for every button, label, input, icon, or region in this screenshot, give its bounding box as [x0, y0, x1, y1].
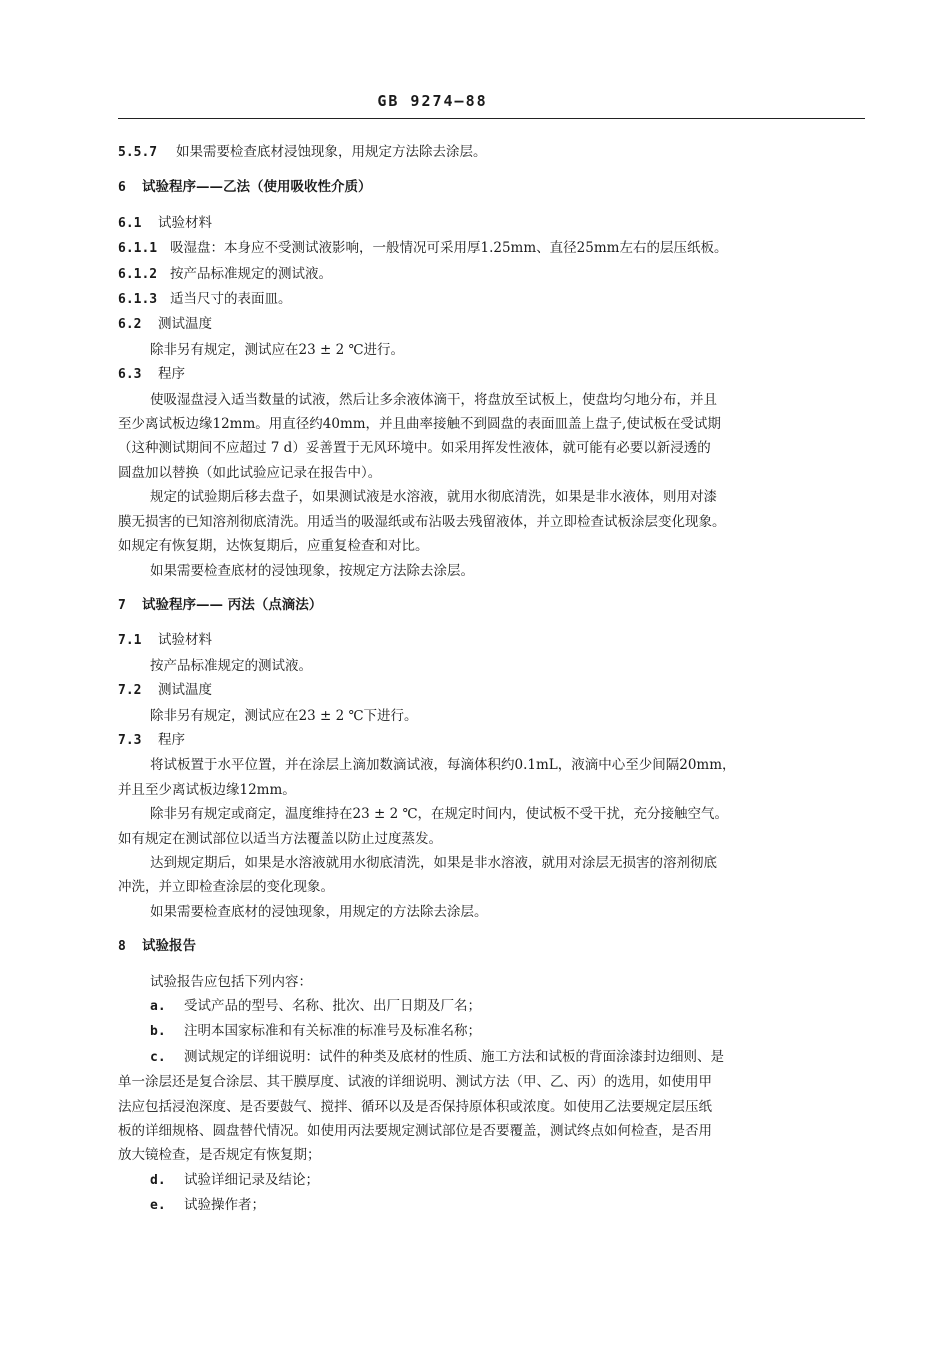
clause-6-1 [118, 211, 852, 236]
clause-number: 7.3 [118, 732, 142, 748]
paragraph-line: 达到规定期后，如果是水溶液就用水彻底清洗，如果是非水溶液，就用对涂层无损害的溶剂彻底 [150, 854, 717, 871]
item-label: c. [150, 1049, 166, 1065]
section-title: 试验程序——乙法（使用吸收性介质） [142, 179, 372, 196]
clause-number: 7.2 [118, 683, 142, 699]
clause-text: 测试温度 [158, 682, 212, 699]
paragraph-line: 如有规定在测试部位以适当方法覆盖以防止过度蒸发。 [118, 830, 442, 847]
paragraph-line: 圆盘加以替换（如此试验应记录在报告中）。 [118, 464, 382, 481]
section-6-heading [118, 175, 852, 200]
clause-7-3 [118, 728, 852, 753]
paragraph-line: 除非另有规定或商定，温度维持在23 ± 2 ℃，在规定时间内，使试板不受干扰，充分接触空气。 [150, 806, 729, 823]
clause-number: 6.1.3 [118, 292, 158, 308]
paragraph-line: 冲洗，并立即检查涂层的变化现象。 [118, 879, 334, 896]
header-rule [118, 118, 865, 119]
clause-6-1-1 [118, 236, 852, 261]
report-item-d [118, 1168, 852, 1193]
clause-text: 适当尺寸的表面皿。 [170, 291, 292, 308]
clause-7-2-body: 除非另有规定，测试应在23 ± 2 ℃下进行。 [150, 707, 418, 724]
report-intro: 试验报告应包括下列内容： [150, 973, 312, 990]
clause-text: 按产品标准规定的测试液。 [170, 265, 332, 282]
clause-text: 程序 [158, 731, 185, 748]
paragraph-line: 至少离试板边缘12mm。用直径约40mm，并且曲率接触不到圆盘的表面皿盖上盘子,使试板在受试期 [118, 416, 721, 433]
clause-number: 6.2 [118, 317, 142, 333]
paragraph-line: 如果需要检查底材的浸蚀现象，按规定方法除去涂层。 [150, 562, 474, 579]
document-body [118, 140, 852, 1219]
clause-5-5-7 [118, 140, 852, 165]
clause-6-2-body: 除非另有规定，测试应在23 ± 2 ℃进行。 [150, 341, 405, 358]
section-number: 7 [118, 597, 126, 613]
section-7-heading [118, 593, 852, 618]
paragraph-line: 如果需要检查底材的浸蚀现象，用规定的方法除去涂层。 [150, 903, 488, 920]
paragraph-line: 膜无损害的已知溶剂彻底清洗。用适当的吸湿纸或布沾吸去残留液体，并立即检查试板涂层变化现象。 [118, 513, 726, 530]
page-header: GB 9274—88 [377, 92, 488, 110]
clause-number: 6.1.1 [118, 241, 158, 257]
clause-number: 7.1 [118, 633, 142, 649]
report-item-b [118, 1019, 852, 1044]
section-number: 6 [118, 180, 126, 196]
clause-text: 程序 [158, 366, 185, 383]
section-number: 8 [118, 939, 126, 955]
item-text: 注明本国家标准和有关标准的标准号及标准名称； [184, 1023, 481, 1040]
section-title: 试验报告 [142, 938, 196, 955]
section-8-heading [118, 934, 852, 959]
paragraph-line: 规定的试验期后移去盘子，如果测试液是水溶液，就用水彻底清洗，如果是非水液体，则用对漆 [150, 489, 717, 506]
clause-7-2 [118, 678, 852, 703]
paragraph-line: 使吸湿盘浸入适当数量的试液，然后让多余液体滴干，将盘放至试板上，使盘均匀地分布，并且 [150, 391, 717, 408]
clause-7-1-body: 按产品标准规定的测试液。 [150, 657, 312, 674]
clause-6-1-3 [118, 287, 852, 312]
clause-number: 6.1.2 [118, 266, 158, 282]
clause-text: 如果需要检查底材浸蚀现象，用规定方法除去涂层。 [176, 144, 487, 160]
item-label: b. [150, 1024, 166, 1040]
paragraph-line: 如规定有恢复期，达恢复期后，应重复检查和对比。 [118, 538, 429, 555]
clause-7-1 [118, 628, 852, 653]
clause-text: 试验材料 [158, 632, 212, 649]
clause-number: 6.1 [118, 215, 142, 231]
clause-6-1-2 [118, 262, 852, 287]
clause-6-3 [118, 362, 852, 387]
clause-text: 测试温度 [158, 316, 212, 333]
item-text: 试验详细记录及结论； [184, 1171, 319, 1188]
paragraph-line: 单一涂层还是复合涂层、其干膜厚度、试液的详细说明、测试方法（甲、乙、丙）的选用，如使用甲 [118, 1074, 712, 1091]
paragraph-line: 板的详细规格、圆盘替代情况。如使用丙法要规定测试部位是否要覆盖，测试终点如何检查，是否用 [118, 1123, 712, 1140]
paragraph-line: 法应包括浸泡深度、是否要鼓气、搅拌、循环以及是否保持原体积或浓度。如使用乙法要规定层压纸 [118, 1098, 712, 1115]
report-item-e [118, 1193, 852, 1218]
clause-number: 6.3 [118, 367, 142, 383]
item-text: 受试产品的型号、名称、批次、出厂日期及厂名； [184, 998, 481, 1014]
paragraph-line: 并且至少离试板边缘12mm。 [118, 781, 296, 798]
paragraph-line: 将试板置于水平位置，并在涂层上滴加数滴试液，每滴体积约0.1mL，液滴中心至少间隔20mm， [150, 757, 736, 774]
item-label: e. [150, 1198, 166, 1214]
report-item-c [118, 1045, 852, 1070]
clause-text: 吸湿盘：本身应不受测试液影响，一般情况可采用厚1.25mm、直径25mm左右的层压纸板。 [170, 240, 728, 257]
item-text: 测试规定的详细说明：试件的种类及底材的性质、施工方法和试板的背面涂漆封边细则、是 [184, 1048, 724, 1065]
item-text: 试验操作者； [184, 1197, 265, 1214]
clause-6-2 [118, 312, 852, 337]
clause-number: 5.5.7 [118, 145, 158, 160]
report-item-a [118, 994, 852, 1019]
clause-text: 试验材料 [158, 214, 212, 231]
item-label: a. [150, 999, 166, 1014]
section-title: 试验程序—— 丙法（点滴法） [142, 596, 323, 613]
item-label: d. [150, 1172, 166, 1188]
paragraph-line: 放大镜检查，是否规定有恢复期； [118, 1147, 321, 1164]
paragraph-line: （这种测试期间不应超过 7 d）妥善置于无风环境中。如采用挥发性液体，就可能有必要以新浸透的 [118, 440, 711, 457]
